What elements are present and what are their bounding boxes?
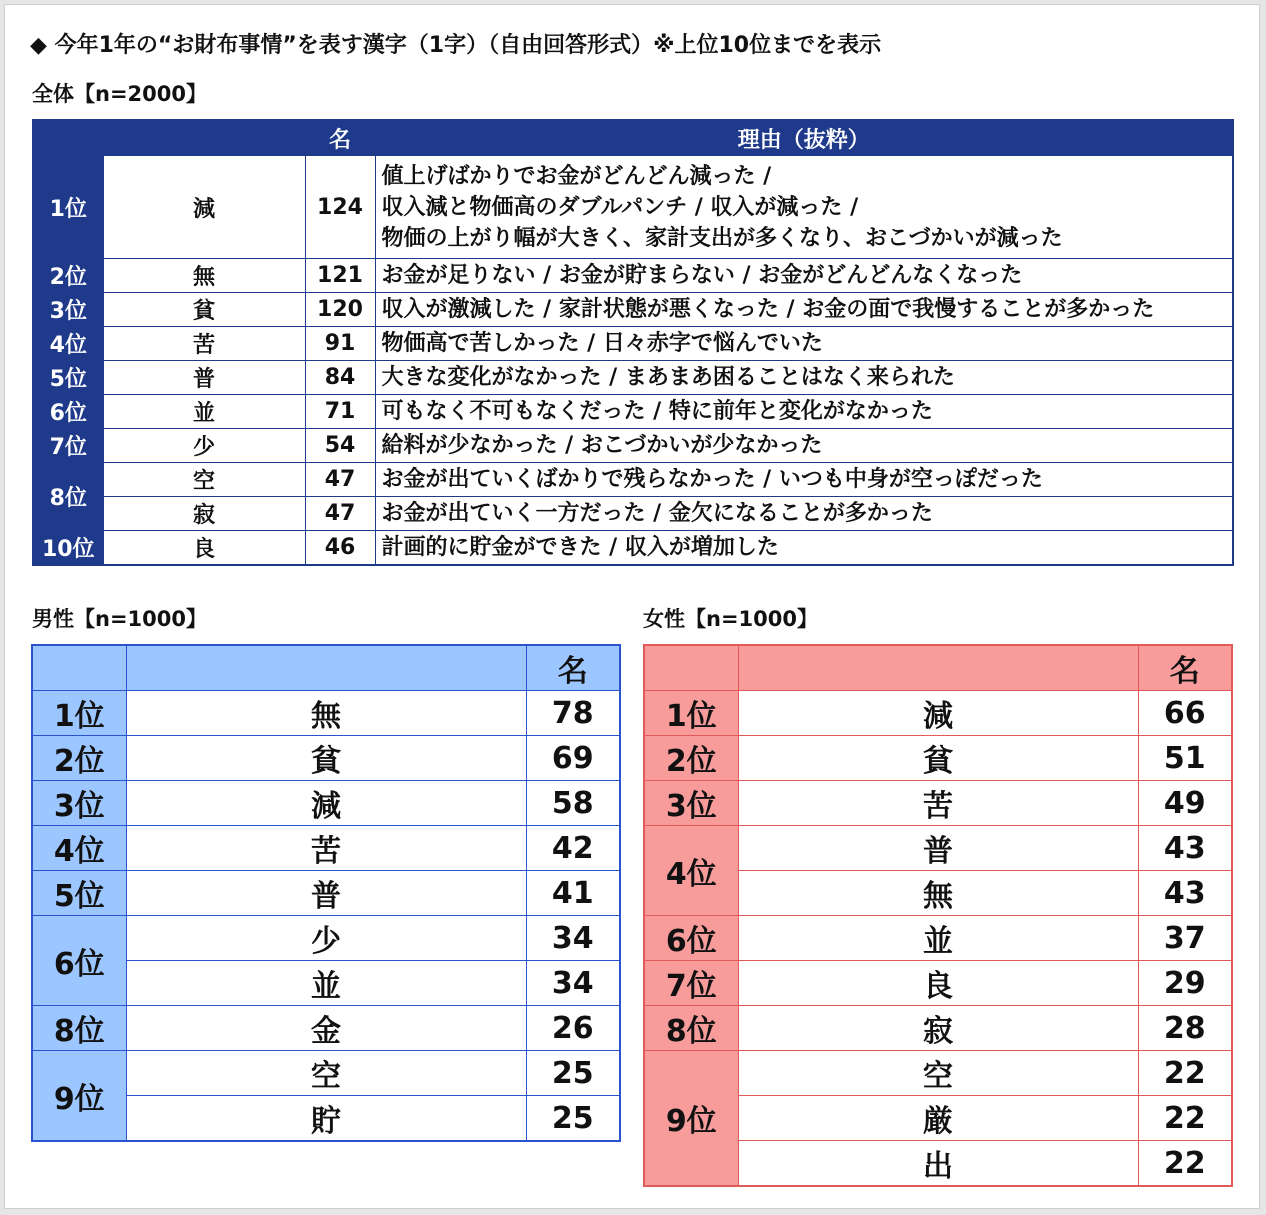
header-rank-cell [32,645,126,691]
male-count-cell: 34 [526,961,620,1006]
overall-row [33,361,1233,395]
female-kanji-cell: 厳 [738,1096,1138,1141]
female-count-cell: 29 [1138,961,1232,1006]
header-count-cell: 名 [305,120,375,156]
reason-line: 収入が激減した / 家計状態が悪くなった / お金の面で我慢することが多かった [381,297,1155,322]
overall-kanji-cell: 貧 [103,293,305,327]
male-rank-cell: 6位 [32,916,126,1006]
overall-reason-cell [375,429,1233,463]
male-row [32,871,620,916]
overall-row [33,156,1233,259]
header-kanji-cell [126,645,526,691]
reason-line: 収入減と物価高のダブルパンチ / 収入が減った / [381,194,859,220]
female-row [644,1006,1232,1051]
male-rank-cell: 4位 [32,826,126,871]
female-kanji-cell: 寂 [738,1006,1138,1051]
overall-reason-cell [375,395,1233,429]
male-rank-cell: 3位 [32,781,126,826]
overall-header-row [33,120,1233,156]
overall-reason-cell [375,293,1233,327]
female-count-cell: 22 [1138,1141,1232,1187]
reason-line: お金が出ていく一方だった / 金欠になることが多かった [381,501,933,526]
overall-reason-cell [375,463,1233,497]
male-kanji-cell: 減 [126,781,526,826]
reason-line: 給料が少なかった / おこづかいが少なかった [381,433,823,458]
overall-kanji-cell: 良 [103,531,305,565]
overall-rank-cell: 4位 [33,327,103,361]
overall-row [33,531,1233,565]
female-row [644,916,1232,961]
male-rank-cell: 2位 [32,736,126,781]
overall-kanji-cell: 減 [103,156,305,259]
male-count-cell: 78 [526,691,620,736]
male-rank-cell: 9位 [32,1051,126,1142]
overall-count-cell: 47 [305,497,375,531]
header-rank-cell [644,645,738,691]
female-count-cell: 51 [1138,736,1232,781]
overall-count-cell: 46 [305,531,375,565]
overall-row [33,395,1233,429]
reason-line: 物価高で苦しかった / 日々赤字で悩んでいた [381,331,823,356]
female-rank-cell: 3位 [644,781,738,826]
overall-reason-cell [375,327,1233,361]
overall-count-cell: 71 [305,395,375,429]
header-kanji-cell [103,120,305,156]
female-rank-cell: 6位 [644,916,738,961]
female-row [644,961,1232,1006]
male-count-cell: 41 [526,871,620,916]
overall-row [33,293,1233,327]
male-kanji-cell: 無 [126,691,526,736]
header-rank-cell [33,120,103,156]
female-kanji-cell: 無 [738,871,1138,916]
male-count-cell: 34 [526,916,620,961]
overall-row [33,429,1233,463]
male-row [32,916,620,961]
overall-table [32,119,1234,566]
male-count-cell: 25 [526,1051,620,1096]
reason-line: 計画的に貯金ができた / 収入が増加した [381,534,779,560]
female-count-cell: 22 [1138,1051,1232,1096]
male-row [32,781,620,826]
overall-reason-cell [375,361,1233,395]
male-row [32,736,620,781]
male-count-cell: 69 [526,736,620,781]
female-kanji-cell: 出 [738,1141,1138,1187]
female-kanji-cell: 並 [738,916,1138,961]
male-row [32,1006,620,1051]
overall-row [33,497,1233,531]
overall-kanji-cell: 並 [103,395,305,429]
female-rank-cell: 8位 [644,1006,738,1051]
male-kanji-cell: 少 [126,916,526,961]
overall-reason-cell [375,259,1233,293]
overall-rank-cell: 1位 [33,156,103,259]
reason-line: 可もなく不可もなくだった / 特に前年と変化がなかった [381,399,933,424]
male-header-row [32,645,620,691]
female-header-row [644,645,1232,691]
female-count-cell: 37 [1138,916,1232,961]
male-kanji-cell: 普 [126,871,526,916]
male-kanji-cell: 貧 [126,736,526,781]
male-subtitle: 男性【n=1000】 [32,607,207,631]
female-kanji-cell: 良 [738,961,1138,1006]
female-row [644,736,1232,781]
overall-kanji-cell: 少 [103,429,305,463]
header-count-cell: 名 [1138,645,1232,691]
female-kanji-cell: 普 [738,826,1138,871]
overall-rank-cell: 3位 [33,293,103,327]
female-table [643,644,1233,1187]
figure-title: ◆ 今年1年の“お財布事情”を表す漢字（1字）（自由回答形式）※上位10位までを表示 [30,33,882,58]
overall-count-cell: 124 [305,156,375,259]
female-row [644,691,1232,736]
female-kanji-cell: 貧 [738,736,1138,781]
female-rank-cell: 9位 [644,1051,738,1187]
overall-subtitle: 全体【n=2000】 [32,82,207,106]
female-count-cell: 28 [1138,1006,1232,1051]
overall-reason-cell [375,497,1233,531]
female-count-cell: 43 [1138,871,1232,916]
male-rank-cell: 1位 [32,691,126,736]
overall-rank-cell: 2位 [33,259,103,293]
female-row [644,826,1232,871]
overall-kanji-cell: 無 [103,259,305,293]
overall-kanji-cell: 普 [103,361,305,395]
overall-count-cell: 121 [305,259,375,293]
female-row [644,1051,1232,1096]
overall-count-cell: 47 [305,463,375,497]
male-rank-cell: 5位 [32,871,126,916]
male-row [32,1051,620,1096]
male-kanji-cell: 並 [126,961,526,1006]
female-kanji-cell: 苦 [738,781,1138,826]
overall-rank-cell: 7位 [33,429,103,463]
overall-rank-cell: 6位 [33,395,103,429]
male-row [32,826,620,871]
overall-rank-cell: 10位 [33,531,103,565]
overall-row [33,463,1233,497]
male-rank-cell: 8位 [32,1006,126,1051]
overall-rank-cell: 8位 [33,463,103,531]
overall-kanji-cell: 寂 [103,497,305,531]
header-reason-cell: 理由（抜粋） [375,120,1233,156]
overall-reason-cell [375,531,1233,565]
female-rank-cell: 7位 [644,961,738,1006]
female-rank-cell: 4位 [644,826,738,916]
overall-row [33,327,1233,361]
male-kanji-cell: 空 [126,1051,526,1096]
female-count-cell: 22 [1138,1096,1232,1141]
male-count-cell: 42 [526,826,620,871]
female-row [644,781,1232,826]
male-kanji-cell: 苦 [126,826,526,871]
reason-line: 大きな変化がなかった / まあまあ困ることはなく来られた [381,365,955,390]
overall-count-cell: 54 [305,429,375,463]
female-rank-cell: 1位 [644,691,738,736]
overall-kanji-cell: 苦 [103,327,305,361]
female-count-cell: 49 [1138,781,1232,826]
female-count-cell: 66 [1138,691,1232,736]
male-row [32,691,620,736]
overall-reason-cell [375,156,1233,259]
reason-line: 物価の上がり幅が大きく、家計支出が多くなり、おこづかいが減った [381,225,1063,251]
male-table [31,644,621,1142]
overall-count-cell: 91 [305,327,375,361]
overall-count-cell: 84 [305,361,375,395]
female-rank-cell: 2位 [644,736,738,781]
overall-count-cell: 120 [305,293,375,327]
female-kanji-cell: 減 [738,691,1138,736]
header-count-cell: 名 [526,645,620,691]
overall-rank-cell: 5位 [33,361,103,395]
reason-line: お金が足りない / お金が貯まらない / お金がどんどんなくなった [381,263,1023,288]
male-count-cell: 58 [526,781,620,826]
header-kanji-cell [738,645,1138,691]
male-kanji-cell: 金 [126,1006,526,1051]
male-kanji-cell: 貯 [126,1096,526,1142]
overall-kanji-cell: 空 [103,463,305,497]
male-count-cell: 25 [526,1096,620,1142]
female-kanji-cell: 空 [738,1051,1138,1096]
female-count-cell: 43 [1138,826,1232,871]
female-subtitle: 女性【n=1000】 [643,607,818,631]
reason-line: お金が出ていくばかりで残らなかった / いつも中身が空っぽだった [381,467,1043,492]
overall-row [33,259,1233,293]
male-count-cell: 26 [526,1006,620,1051]
reason-line: 値上げばかりでお金がどんどん減った / [381,163,772,189]
